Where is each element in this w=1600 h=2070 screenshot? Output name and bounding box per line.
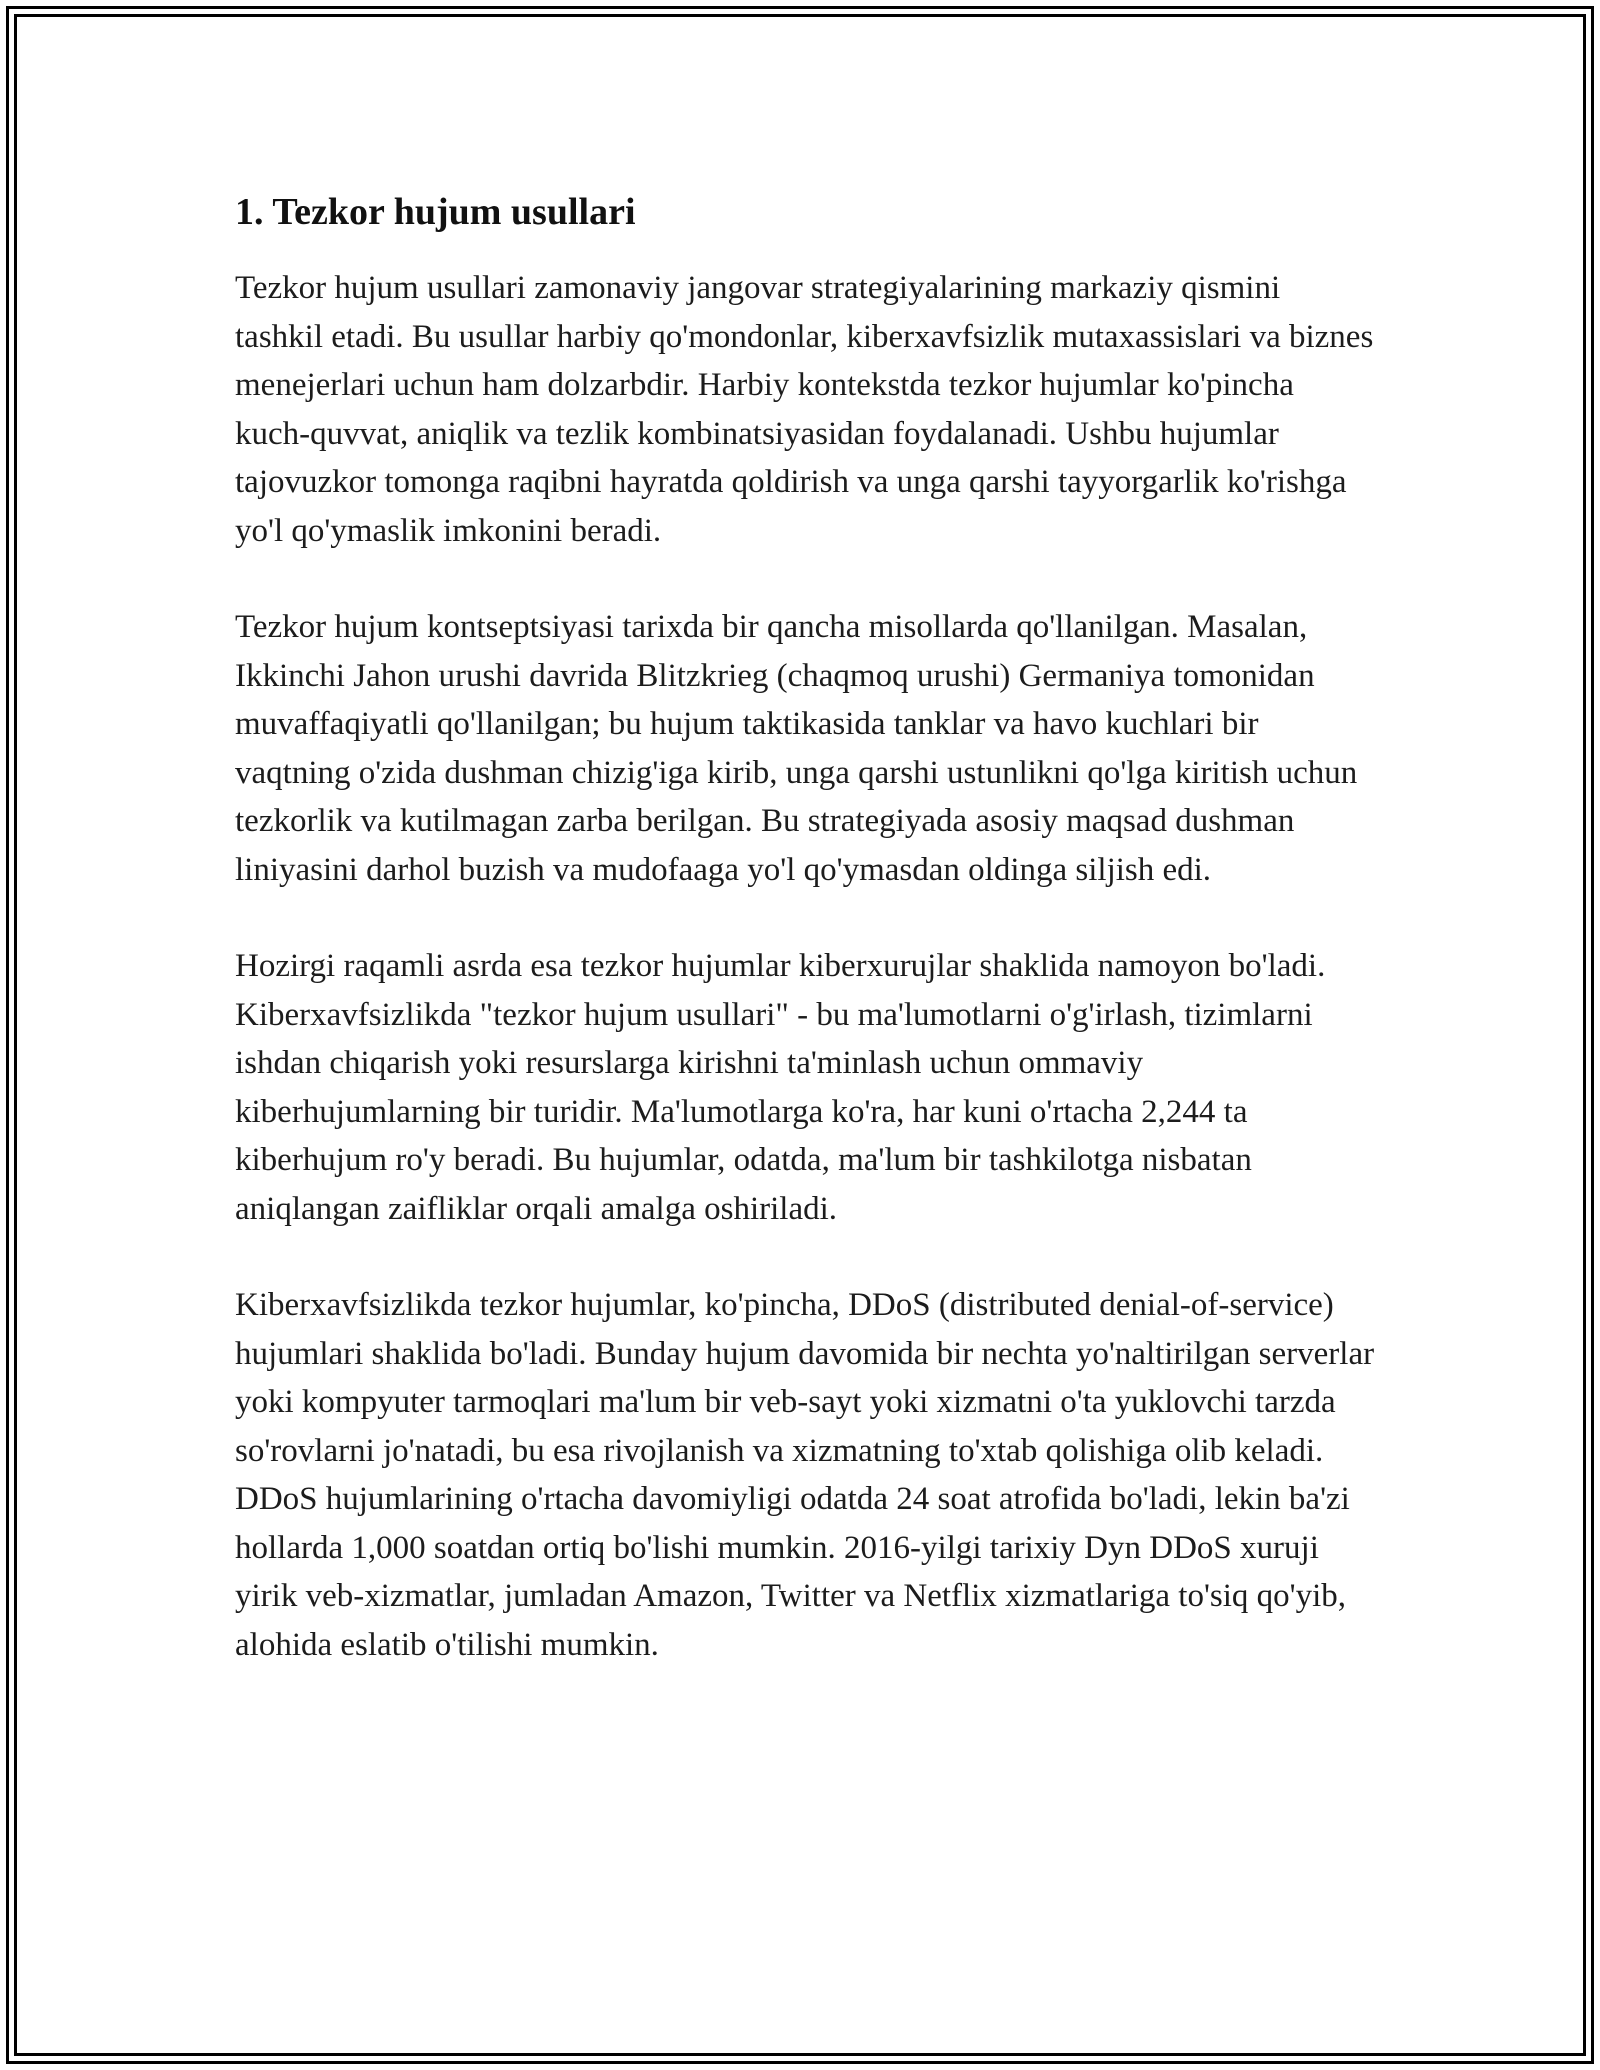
paragraph-cyber: Hozirgi raqamli asrda esa tezkor hujumlar kiberxurujlar shaklida namoyon bo'ladi. Kiberxavfsizlikda "tezkor hujum usullari" - bu ma'lumotlarni o'g'irlash, tizimlarni ishdan chiqarish yoki resurslarga kirishni ta'minlash uchun ommaviy kiberhujumlarning bir turidir. Ma'lumotlarga ko'ra, har kuni o'rtacha 2,244 ta kiberhujum ro'y beradi. Bu hujumlar, odatda, ma'lum bir tashkilotga nisbatan aniqlangan zaifliklar orqali amalga oshiriladi. [235,948,1326,1227]
paragraph-ddos: Kiberxavfsizlikda tezkor hujumlar, ko'pincha, DDoS (distributed denial-of-service) hujumlari shaklida bo'ladi. Bunday hujum davomida bir nechta yo'naltirilgan serverlar yoki kompyuter tarmoqlari ma'lum bir veb-sayt yoki xizmatni o'ta yuklovchi tarzda so'rovlarni jo'natadi, bu esa rivojlanish va xizmatning to'xtab qolishiga olib keladi. DDoS hujumlarining o'rtacha davomiyligi odatda 24 soat atrofida bo'ladi, lekin ba'zi hollarda 1,000 soatdan ortiq bo'lishi mumkin. 2016-yilgi tarixiy Dyn DDoS xuruji yirik veb-xizmatlar, jumladan Amazon, Twitter va Netflix xizmatlariga to'siq qo'yib, alohida eslatib o'tilishi mumkin. [235,1287,1375,1663]
section-heading: 1. Tezkor hujum usullari [235,191,636,233]
document-body [235,186,1375,1717]
paragraph-intro: Tezkor hujum usullari zamonaviy jangovar strategiyalarining markaziy qismini tashkil etadi. Bu usullar harbiy qo'mondonlar, kiberxavfsizlik mutaxassislari va biznes menejerlari uchun ham dolzarbdir. Harbiy kontekstda tezkor hujumlar ko'pincha kuch-quvvat, aniqlik va tezlik kombinatsiyasidan foydalanadi. Ushbu hujumlar tajovuzkor tomonga raqibni hayratda qoldirish va unga qarshi tayyorgarlik ko'rishga yo'l qo'ymaslik imkonini beradi. [235,270,1374,549]
paragraph-history: Tezkor hujum kontseptsiyasi tarixda bir qancha misollarda qo'llanilgan. Masalan, Ikkinchi Jahon urushi davrida Blitzkrieg (chaqmoq urushi) Germaniya tomonidan muvaffaqiyatli qo'llanilgan; bu hujum taktikasida tanklar va havo kuchlari bir vaqtning o'zida dushman chizig'iga kirib, unga qarshi ustunlikni qo'lga kiritish uchun tezkorlik va kutilmagan zarba berilgan. Bu strategiyada asosiy maqsad dushman liniyasini darhol buzish va mudofaaga yo'l qo'ymasdan oldinga siljish edi. [235,609,1358,888]
